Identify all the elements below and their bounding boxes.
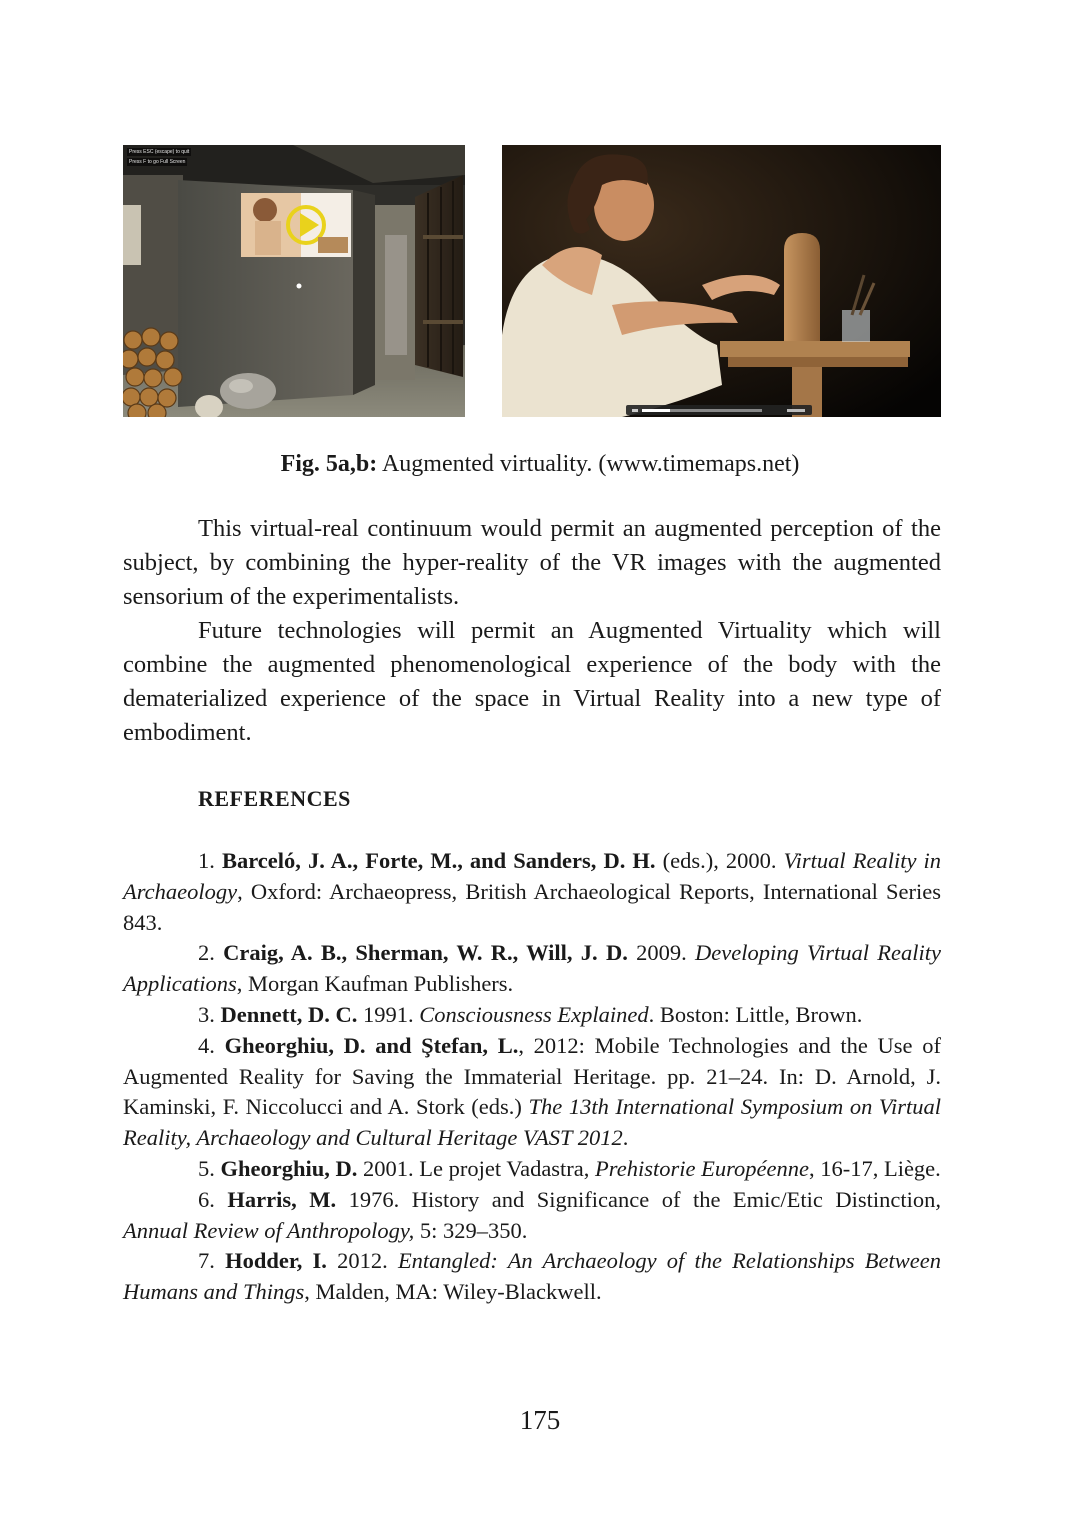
paragraph: This virtual-real continuum would permit an augmented perception of the subject, by combining the hyper-reality of the VR images with the augmented sensorium of the experimentalists.	[123, 515, 941, 610]
body-text	[123, 512, 941, 750]
figure-caption	[0, 448, 1080, 480]
reference-item: 1. Barceló, J. A., Forte, M., and Sanders, D. H. (eds.), 2000. Virtual Reality in Archaeology, Oxford: Archaeopress, British Archaeological Reports, International Series 843.	[123, 848, 942, 935]
vr-overlay-fullscreen-text: Press F to go Full Screen	[129, 159, 186, 165]
reference-item: 2. Craig, A. B., Sherman, W. R., Will, J. D. 2009. Developing Virtual Reality Applications, Morgan Kaufman Publishers.	[123, 940, 942, 997]
references-heading: REFERENCES	[198, 786, 351, 811]
reference-item: 6. Harris, M. 1976. History and Significance of the Emic/Etic Distinction, Annual Review of Anthropology, 5: 329–350.	[123, 1186, 942, 1243]
vr-overlay-escape-text: Press ESC (escape) to quit	[129, 149, 190, 155]
reference-item: 4. Gheorghiu, D. and Ştefan, L., 2012: Mobile Technologies and the Use of Augmented Reality for Saving the Immaterial Heritage. pp. 21–24. In: D. Arnold, J. Kaminski, F. Niccolucci and A. Stork (eds.) The 13th International Symposium on Virtual Reality, Archaeology and Cultural Heritage VAST 2012.	[123, 1032, 941, 1151]
reference-item: 5. Gheorghiu, D. 2001. Le projet Vadastra, Prehistorie Européenne, 16-17, Liège.	[198, 1155, 941, 1181]
vr-scene-illustration	[123, 145, 465, 417]
caption-text: Augmented virtuality. (www.timemaps.net)	[377, 451, 800, 477]
page-number: 175	[519, 1405, 561, 1435]
reference-item: 3. Dennett, D. C. 1991. Consciousness Explained. Boston: Little, Brown.	[198, 1001, 863, 1027]
references-list	[123, 846, 941, 1308]
caption-label: Fig. 5a,b:	[280, 451, 378, 477]
video-still-illustration	[502, 145, 941, 417]
reference-item: 7. Hodder, I. 2012. Entangled: An Archaeology of the Relationships Between Humans and Things, Malden, MA: Wiley-Blackwell.	[123, 1248, 942, 1305]
figure-5a-image	[123, 145, 465, 417]
paragraph: Future technologies will permit an Augmented Virtuality which will combine the augmented phenomenological experience of the body with the dematerialized experience of the space in Virtual Reality into a new type of embodiment.	[123, 617, 941, 746]
figure-5b-image	[502, 145, 941, 417]
